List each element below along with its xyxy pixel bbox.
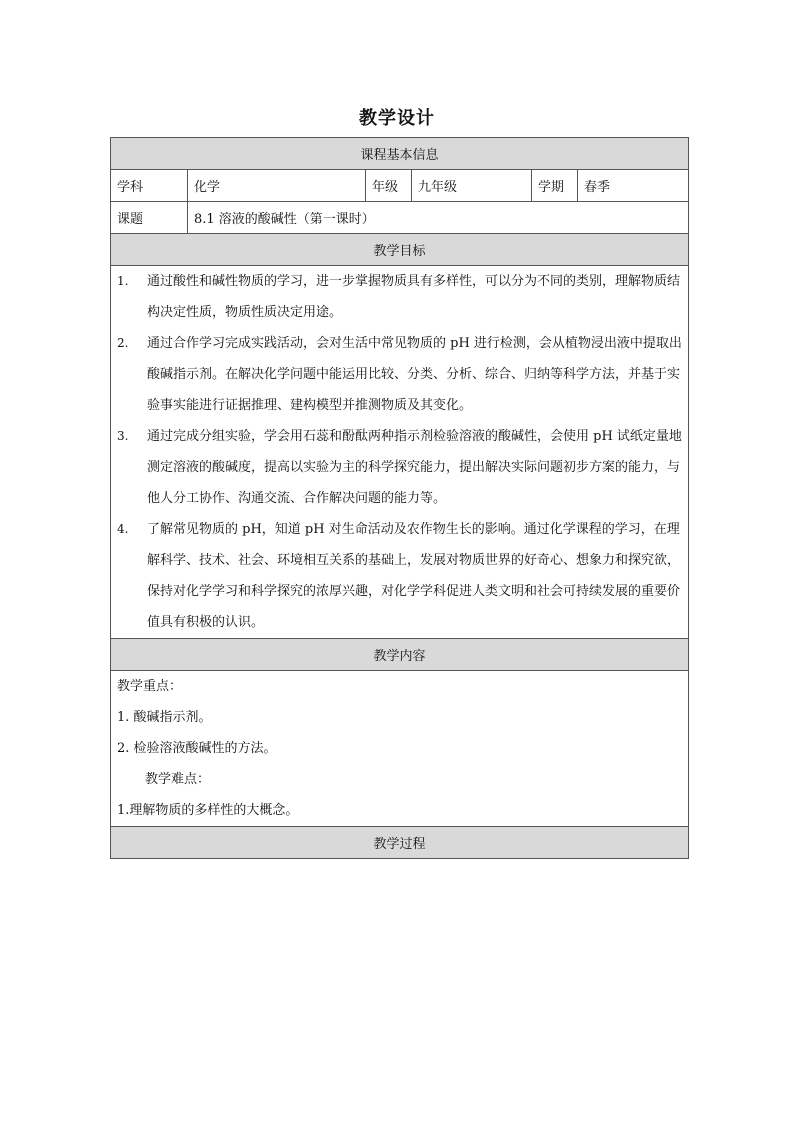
process-header-row [111, 827, 689, 859]
objective-number: 4. [117, 522, 129, 536]
subject-value: 化学 [188, 170, 366, 202]
list-item [117, 514, 682, 638]
objective-text: 了解常见物质的 pH，知道 pH 对生命活动及农作物生长的影响。通过化学课程的学习，在理解科学、技术、社会、环境相互关系的基础上，发展对物质世界的好奇心、想象力和探究欲，保持对化学学习和科学探究的浓厚兴趣，对化学学科促进人类文明和社会可持续发展的重要价值具有积极的认识。 [147, 522, 681, 630]
content-row [111, 671, 689, 827]
lesson-plan-table [110, 137, 689, 859]
topic-value: 8.1 溶液的酸碱性（第一课时） [188, 202, 689, 234]
basic-info-header-row [111, 138, 689, 170]
difficult-points-label: 教学难点： [145, 772, 211, 787]
grade-value: 九年级 [412, 170, 532, 202]
list-item [117, 421, 682, 514]
content-header-row [111, 639, 689, 671]
document-title: 教学设计 [359, 108, 435, 129]
objectives-header-row [111, 234, 689, 266]
objectives-cell [111, 266, 689, 639]
objective-text: 通过合作学习完成实践活动，会对生活中常见物质的 pH 进行检测，会从植物浸出液中提取出酸碱指示剂。在解决化学问题中能运用比较、分类、分析、综合、归纳等科学方法，并基于实验事实能进行证据推理、建构模型并推测物质及其变化。 [147, 336, 682, 413]
basic-info-header: 课程基本信息 [111, 138, 689, 170]
content-header: 教学内容 [111, 639, 689, 671]
list-item [117, 328, 682, 421]
term-label: 学期 [532, 170, 578, 202]
objective-text: 通过完成分组实验，学会用石蕊和酚酞两种指示剂检验溶液的酸碱性，会使用 pH 试纸定量地测定溶液的酸碱度，提高以实验为主的科学探究能力，提出解决实际问题初步方案的能力，与他人分工协作、沟通交流、合作解决问题的能力等。 [147, 429, 682, 506]
key-points-label: 教学重点： [117, 679, 183, 694]
topic-label: 课题 [111, 202, 188, 234]
term-value: 春季 [578, 170, 689, 202]
objectives-row [111, 266, 689, 639]
key-point-item: 1. 酸碱指示剂。 [117, 710, 212, 725]
objective-number: 1. [117, 274, 129, 288]
objectives-list [117, 266, 682, 638]
list-item [117, 266, 682, 328]
subject-row [111, 170, 689, 202]
difficult-point-item: 1.理解物质的多样性的大概念。 [117, 803, 299, 818]
grade-label: 年级 [366, 170, 412, 202]
objective-number: 3. [117, 429, 129, 443]
objective-text: 通过酸性和碱性物质的学习，进一步掌握物质具有多样性，可以分为不同的类别，理解物质结构决定性质，物质性质决定用途。 [147, 274, 681, 320]
subject-label: 学科 [111, 170, 188, 202]
objectives-header: 教学目标 [111, 234, 689, 266]
content-cell [111, 671, 689, 827]
objective-number: 2. [117, 336, 129, 350]
topic-row [111, 202, 689, 234]
key-point-item: 2. 检验溶液酸碱性的方法。 [117, 741, 277, 756]
process-header: 教学过程 [111, 827, 689, 859]
